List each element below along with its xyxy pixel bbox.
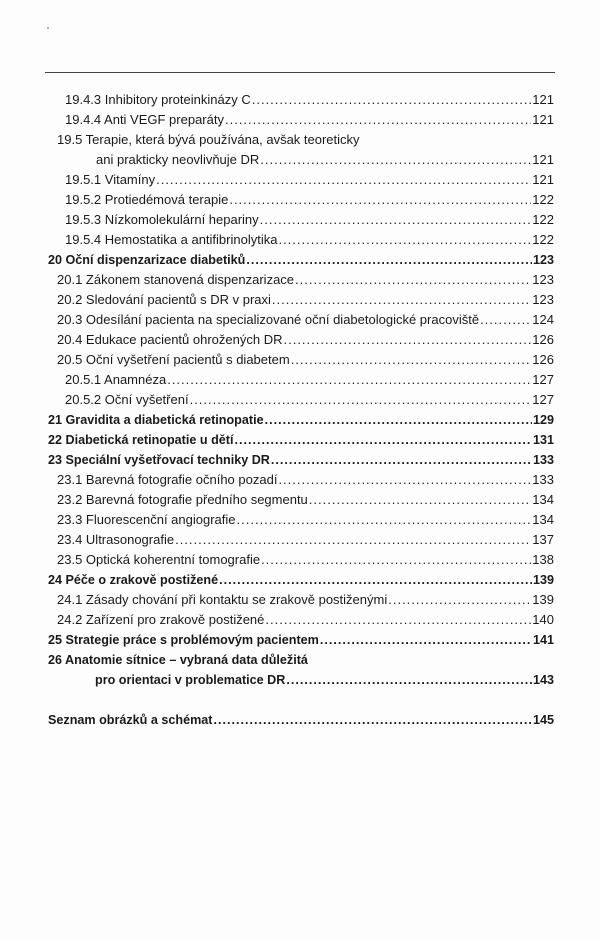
dot-leader	[278, 230, 531, 250]
toc-entry[interactable]	[48, 630, 554, 650]
table-of-contents	[48, 90, 554, 730]
dot-leader	[213, 710, 532, 730]
toc-entry-title: ani prakticky neovlivňuje DR	[96, 152, 260, 167]
toc-entry[interactable]	[48, 210, 554, 230]
dot-leader	[278, 470, 531, 490]
dot-leader	[219, 570, 532, 590]
toc-entry[interactable]	[48, 370, 554, 390]
dot-leader	[260, 150, 531, 170]
toc-entry-title: 26 Anatomie sítnice – vybraná data důležitá	[48, 653, 308, 667]
dot-leader	[271, 450, 532, 470]
dot-leader	[286, 670, 532, 690]
toc-entry-title: 20.2 Sledování pacientů s DR v praxi	[57, 292, 271, 307]
dot-leader	[265, 610, 531, 630]
toc-entry-title: 20.4 Edukace pacientů ohrožených DR	[57, 332, 283, 347]
toc-entry[interactable]	[48, 610, 554, 630]
dot-leader	[388, 590, 531, 610]
toc-entry[interactable]	[48, 650, 554, 670]
dot-leader	[265, 410, 532, 430]
toc-entry-title: 19.4.4 Anti VEGF preparáty	[65, 112, 224, 127]
toc-entry[interactable]	[48, 410, 554, 430]
toc-page-number: 127	[532, 392, 554, 407]
toc-page-number: 122	[532, 192, 554, 207]
toc-page-number: 131	[532, 433, 554, 447]
toc-page-number: 121	[532, 152, 554, 167]
toc-entry-title: 23.4 Ultrasonografie	[57, 532, 175, 547]
toc-entry[interactable]	[48, 490, 554, 510]
toc-entry-title: pro orientaci v problematice DR	[95, 673, 286, 687]
toc-entry-title: 19.5.2 Protiedémová terapie	[65, 192, 229, 207]
toc-page-number: 126	[532, 332, 554, 347]
toc-entry-title: 24 Péče o zrakově postižené	[48, 573, 219, 587]
toc-entry[interactable]	[48, 290, 554, 310]
toc-entry[interactable]	[48, 310, 554, 330]
toc-entry[interactable]	[48, 230, 554, 250]
toc-entry-title: 20.5.1 Anamnéza	[65, 372, 167, 387]
dot-leader	[309, 490, 532, 510]
toc-page-number: 140	[532, 612, 554, 627]
toc-entry[interactable]	[48, 110, 554, 130]
dot-leader	[246, 250, 532, 270]
toc-page-number: 139	[532, 592, 554, 607]
toc-entry[interactable]	[48, 530, 554, 550]
toc-entry[interactable]	[48, 130, 554, 150]
toc-page-number: 126	[532, 352, 554, 367]
toc-entry-title: 20.5.2 Oční vyšetření	[65, 392, 189, 407]
dot-leader	[237, 510, 532, 530]
dot-leader	[480, 310, 531, 330]
dot-leader	[295, 270, 531, 290]
dot-leader	[291, 350, 532, 370]
toc-entry-title: Seznam obrázků a schémat	[48, 713, 213, 727]
toc-page-number: 123	[532, 253, 554, 267]
toc-gap	[48, 690, 554, 710]
toc-entry-title: 20.1 Zákonem stanovená dispenzarizace	[57, 272, 295, 287]
toc-page-number: 139	[532, 573, 554, 587]
toc-entry[interactable]	[48, 270, 554, 290]
toc-entry-title: 19.5.4 Hemostatika a antifibrinolytika	[65, 232, 278, 247]
toc-page-number: 133	[532, 472, 554, 487]
toc-entry[interactable]	[48, 390, 554, 410]
dot-leader	[156, 170, 531, 190]
dot-leader	[190, 390, 532, 410]
toc-entry-title: 23.1 Barevná fotografie očního pozadí	[57, 472, 278, 487]
toc-entry[interactable]	[48, 470, 554, 490]
dot-leader	[320, 630, 532, 650]
toc-entry[interactable]	[48, 190, 554, 210]
toc-entry-title: 23.3 Fluorescenční angiografie	[57, 512, 236, 527]
toc-entry[interactable]	[48, 430, 554, 450]
toc-page-number: 121	[532, 92, 554, 107]
toc-entry[interactable]	[48, 590, 554, 610]
toc-page-number: 141	[532, 633, 554, 647]
toc-page-number: 134	[532, 492, 554, 507]
toc-page-number: 122	[532, 232, 554, 247]
toc-entry-title: 23.5 Optická koherentní tomografie	[57, 552, 261, 567]
toc-page-number: 129	[532, 413, 554, 427]
toc-page-number: 123	[532, 272, 554, 287]
toc-entry-title: 21 Gravidita a diabetická retinopatie	[48, 413, 264, 427]
toc-entry[interactable]	[48, 670, 554, 690]
dot-leader	[229, 190, 531, 210]
header-rule	[45, 72, 555, 73]
toc-entry-title: 19.5.3 Nízkomolekulární hepariny	[65, 212, 259, 227]
toc-page-number: 127	[532, 372, 554, 387]
toc-page-number: 121	[532, 112, 554, 127]
toc-entry-title: 20 Oční dispenzarizace diabetiků	[48, 253, 246, 267]
toc-page-number: 145	[532, 713, 554, 727]
toc-entry-title: 23 Speciální vyšetřovací techniky DR	[48, 453, 270, 467]
toc-page-number: 123	[532, 292, 554, 307]
dot-leader	[260, 210, 532, 230]
dot-leader	[175, 530, 531, 550]
toc-entry[interactable]	[48, 150, 554, 170]
toc-entry-title: 19.4.3 Inhibitory proteinkinázy C	[65, 92, 251, 107]
dot-leader	[234, 430, 532, 450]
toc-page-number: 124	[532, 312, 554, 327]
toc-page-number: 121	[532, 172, 554, 187]
toc-entry-title: 20.5 Oční vyšetření pacientů s diabetem	[57, 352, 290, 367]
toc-entry[interactable]	[48, 330, 554, 350]
toc-entry[interactable]	[48, 510, 554, 530]
toc-page-number: 133	[532, 453, 554, 467]
dot-leader	[167, 370, 531, 390]
toc-entry[interactable]	[48, 90, 554, 110]
toc-entry[interactable]	[48, 450, 554, 470]
toc-entry-title: 23.2 Barevná fotografie předního segmentu	[57, 492, 308, 507]
toc-entry[interactable]	[48, 570, 554, 590]
toc-page-number: 138	[532, 552, 554, 567]
toc-page-number: 134	[532, 512, 554, 527]
dot-leader	[261, 550, 531, 570]
dot-leader	[225, 110, 531, 130]
dot-leader	[252, 90, 532, 110]
toc-page-number: 137	[532, 532, 554, 547]
toc-entry[interactable]	[48, 350, 554, 370]
toc-entry-title: 24.2 Zařízení pro zrakově postižené	[57, 612, 265, 627]
scan-speck	[47, 27, 49, 29]
toc-page-number: 143	[532, 673, 554, 687]
toc-page-number: 122	[532, 212, 554, 227]
toc-entry-title: 20.3 Odesílání pacienta na specializované oční diabetologické pracoviště	[57, 312, 480, 327]
toc-entry[interactable]	[48, 170, 554, 190]
toc-entry-title: 19.5 Terapie, která bývá používána, avšak teoreticky	[57, 132, 360, 147]
toc-entry[interactable]	[48, 710, 554, 730]
toc-entry[interactable]	[48, 250, 554, 270]
toc-entry-title: 22 Diabetická retinopatie u dětí	[48, 433, 234, 447]
dot-leader	[283, 330, 531, 350]
toc-entry[interactable]	[48, 550, 554, 570]
toc-entry-title: 19.5.1 Vitamíny	[65, 172, 156, 187]
dot-leader	[272, 290, 531, 310]
toc-entry-title: 24.1 Zásady chování při kontaktu se zrakově postiženými	[57, 592, 388, 607]
toc-entry-title: 25 Strategie práce s problémovým pacientem	[48, 633, 319, 647]
